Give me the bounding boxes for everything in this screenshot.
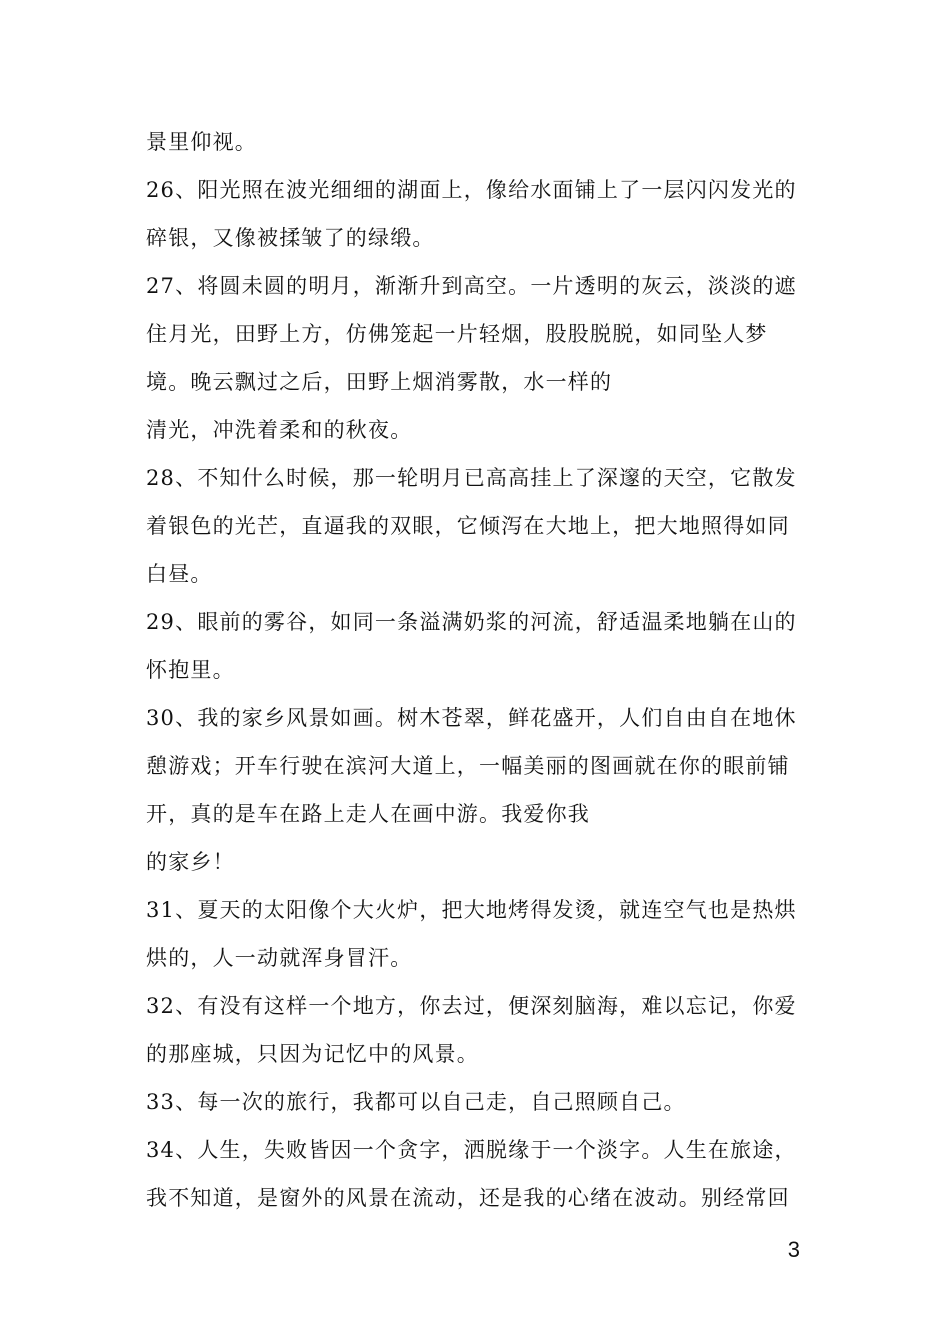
text-line: 我不知道，是窗外的风景在流动，还是我的心绪在波动。别经常回 xyxy=(146,1186,790,1210)
text-line: 的那座城，只因为记忆中的风景。 xyxy=(146,1042,479,1066)
text-line: 28、不知什么时候，那一轮明月已高高挂上了深邃的天空，它散发 xyxy=(146,466,797,490)
text-line: 清光，冲洗着柔和的秋夜。 xyxy=(146,418,413,442)
body-text xyxy=(146,118,806,1222)
text-line: 29、眼前的雾谷，如同一条溢满奶浆的河流，舒适温柔地躺在山的 xyxy=(146,610,797,634)
text-line: 烘的，人一动就浑身冒汗。 xyxy=(146,946,413,970)
text-line: 27、将圆未圆的明月，渐渐升到高空。一片透明的灰云，淡淡的遮 xyxy=(146,274,797,298)
text-line: 26、阳光照在波光细细的湖面上，像给水面铺上了一层闪闪发光的 xyxy=(146,178,797,202)
text-line: 住月光，田野上方，仿佛笼起一片轻烟，股股脱脱，如同坠人梦 xyxy=(146,322,768,346)
text-line: 白昼。 xyxy=(146,562,213,586)
text-line: 碎银，又像被揉皱了的绿缎。 xyxy=(146,226,435,250)
text-line: 着银色的光芒，直逼我的双眼，它倾泻在大地上，把大地照得如同 xyxy=(146,514,790,538)
text-line: 34、人生，失败皆因一个贪字，洒脱缘于一个淡字。人生在旅途， xyxy=(146,1138,797,1162)
page-number: 3 xyxy=(787,1237,800,1262)
text-line: 32、有没有这样一个地方，你去过，便深刻脑海，难以忘记，你爱 xyxy=(146,994,797,1018)
text-line: 33、每一次的旅行，我都可以自己走，自己照顾自己。 xyxy=(146,1090,686,1114)
text-line: 开，真的是车在路上走人在画中游。我爱你我 xyxy=(146,802,590,826)
text-line: 的家乡！ xyxy=(146,850,235,874)
text-line: 憩游戏；开车行驶在滨河大道上，一幅美丽的图画就在你的眼前铺 xyxy=(146,754,790,778)
text-line: 景里仰视。 xyxy=(146,130,257,154)
text-line: 30、我的家乡风景如画。树木苍翠，鲜花盛开，人们自由自在地休 xyxy=(146,706,797,730)
text-line: 境。晚云飘过之后，田野上烟消雾散，水一样的 xyxy=(146,370,613,394)
text-line: 怀抱里。 xyxy=(146,658,235,682)
text-line: 31、夏天的太阳像个大火炉，把大地烤得发烫，就连空气也是热烘 xyxy=(146,898,797,922)
